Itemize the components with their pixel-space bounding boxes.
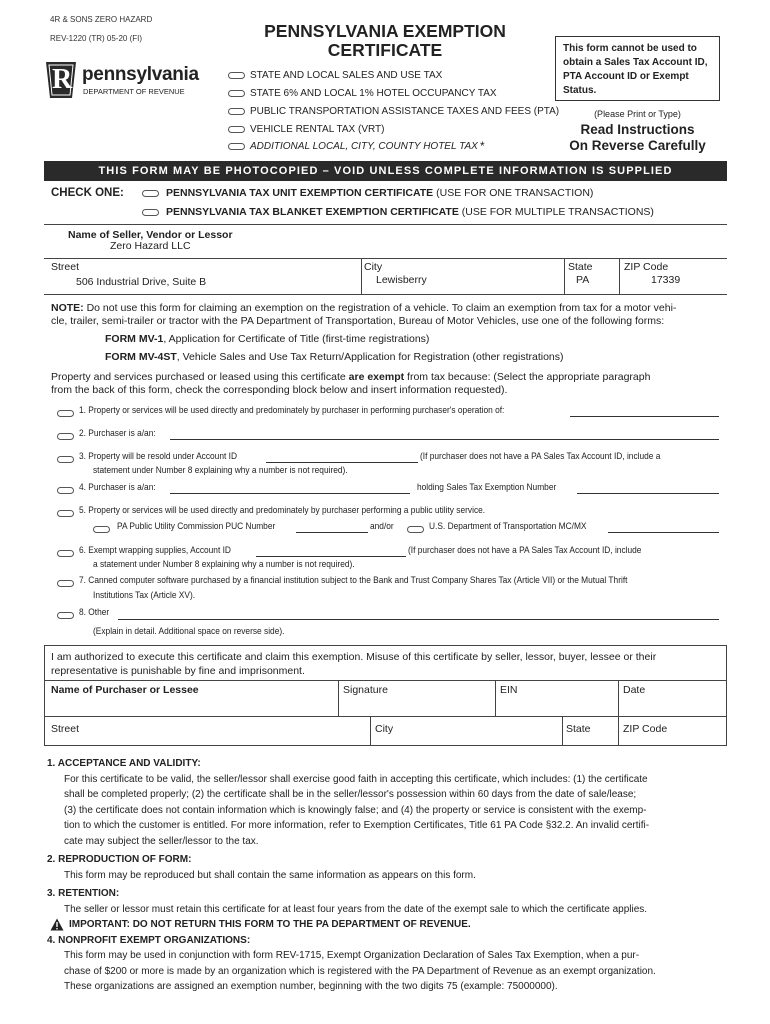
form-code: REV-1220 (TR) 05-20 (FI): [50, 34, 143, 43]
pennsylvania-logo: [44, 60, 224, 102]
property-line-1a: Property and services purchased or leased using this certificate: [51, 371, 346, 383]
divider: [564, 258, 565, 294]
and-or-label: and/or: [370, 521, 394, 532]
reason-8: 8. Other: [79, 607, 110, 618]
purchaser-state-label: State: [566, 723, 591, 735]
note-line-1: Do not use this form for claiming an exemption on the registration of a vehicle. To claim an exemption from tax for a motor vehi-: [86, 302, 677, 314]
seller-street-value[interactable]: 506 Industrial Drive, Suite B: [76, 276, 207, 288]
purchaser-city-label: City: [375, 723, 394, 735]
form-mv4st-desc: , Vehicle Sales and Use Tax Return/Application for Registration (other registrations): [176, 351, 564, 363]
reason-2: 2. Purchaser is a/an:: [79, 428, 156, 439]
instruction-4-title: 4. NONPROFIT EXEMPT ORGANIZATIONS:: [47, 934, 251, 946]
instruction-2-title: 2. REPRODUCTION OF FORM:: [47, 854, 192, 865]
seller-zip-label: ZIP Code: [624, 261, 669, 273]
print-note: (Please Print or Type): [594, 109, 681, 119]
tax-type-checkbox-vrt[interactable]: [228, 126, 245, 133]
title-line-2: CERTIFICATE: [327, 40, 443, 60]
reason-4-field[interactable]: [170, 493, 410, 494]
instruction-3-title: 3. RETENTION:: [47, 888, 120, 899]
photocopy-banner: THIS FORM MAY BE PHOTOCOPIED – VOID UNLESS COMPLETE INFORMATION IS SUPPLIED: [44, 161, 727, 181]
reason-3-note-2: statement under Number 8 explaining why a number is not required).: [93, 465, 348, 476]
blanket-certificate-option: [166, 206, 654, 218]
divider: [338, 680, 339, 716]
seller-city-value[interactable]: Lewisberry: [376, 274, 427, 286]
property-line-2: from the back of this form, check the corresponding block below and insert information requested).: [51, 384, 508, 396]
purchaser-name-label: Name of Purchaser or Lessee: [51, 684, 199, 696]
reason-7: 7. Canned computer software purchased by a financial institution subject to the Bank and Trust Company Shares Tax (Article VII) or the Mutual Thrift: [79, 575, 628, 586]
form-mv1-desc: , Application for Certificate of Title (first-time registrations): [163, 333, 430, 345]
puc-checkbox[interactable]: [93, 526, 110, 533]
title-line-1: PENNSYLVANIA EXEMPTION: [264, 21, 506, 41]
reason-6: 6. Exempt wrapping supplies, Account ID: [79, 545, 231, 556]
read-instructions-line-2: On Reverse Carefully: [569, 138, 706, 153]
reason-3-checkbox[interactable]: [57, 456, 74, 463]
page-title: [240, 22, 530, 60]
tax-type-label: STATE 6% AND LOCAL 1% HOTEL OCCUPANCY TAX: [250, 88, 497, 99]
logo-name: pennsylvania: [82, 64, 199, 85]
attestation-line-2: representative is punishable by fine and imprisonment.: [51, 665, 305, 677]
reason-4-exemption-field[interactable]: [577, 493, 719, 494]
read-instructions: [540, 122, 735, 154]
divider: [495, 680, 496, 716]
divider: [44, 258, 727, 259]
check-one-label: CHECK ONE:: [51, 187, 124, 199]
reason-5: 5. Property or services will be used directly and predominately by purchaser performing a public utility service.: [79, 505, 486, 516]
reason-1-field[interactable]: [570, 416, 719, 417]
property-line-1c: from tax because: (Select the appropriate paragraph: [407, 371, 651, 383]
reason-6-checkbox[interactable]: [57, 550, 74, 557]
asterisk-mark: *: [480, 139, 485, 153]
reason-8-note: (Explain in detail. Additional space on reverse side).: [93, 626, 285, 637]
purchaser-zip-label: ZIP Code: [623, 723, 668, 735]
tax-type-label: PUBLIC TRANSPORTATION ASSISTANCE TAXES AND FEES (PTA): [250, 106, 560, 117]
instruction-4-line: This form may be used in conjunction with form REV-1715, Exempt Organization Declaration of Sales Tax Exemption, when a pur-: [64, 950, 640, 961]
form-mv4st: [105, 351, 564, 363]
reason-2-field[interactable]: [170, 439, 719, 440]
note-line-2: cle, trailer, semi-trailer or tractor with the PA Department of Transportation, Bureau of Motor Vehicles, use one of the following forms:: [51, 315, 665, 327]
reason-8-checkbox[interactable]: [57, 612, 74, 619]
form-mv1: [105, 333, 429, 345]
reason-7-checkbox[interactable]: [57, 580, 74, 587]
reason-3-note: (If purchaser does not have a PA Sales Tax Account ID, include a: [420, 451, 661, 462]
reason-8-field[interactable]: [118, 619, 719, 620]
seller-zip-value[interactable]: 17339: [651, 274, 681, 286]
divider: [44, 294, 727, 295]
divider: [619, 258, 620, 294]
reason-4-checkbox[interactable]: [57, 487, 74, 494]
note-text: [51, 302, 676, 328]
instruction-4-line: These organizations are assigned an exemption number, beginning with the two digits 75 (example: 75000000).: [64, 981, 558, 992]
reason-6-note-2: a statement under Number 8 explaining why a number is not required).: [93, 559, 355, 570]
property-statement: [51, 371, 650, 397]
usdot-checkbox[interactable]: [407, 526, 424, 533]
instruction-1-line: shall be completed properly; (2) the certificate shall be in the seller/lessor's possession within 60 days from the date of sale/lease;: [64, 789, 637, 800]
date-label: Date: [623, 684, 646, 696]
instruction-1-line: tion to which the customer is entitled. For more information, refer to Exemption Certificates, Title 61 PA Code §32.2. An invalid certifi-: [64, 820, 650, 831]
puc-number-field[interactable]: [296, 532, 368, 533]
tax-type-label: ADDITIONAL LOCAL, CITY, COUNTY HOTEL TAX: [250, 141, 478, 152]
instruction-2-line: This form may be reproduced but shall contain the same information as appears on this form.: [64, 869, 476, 881]
tax-type-label: VEHICLE RENTAL TAX (VRT): [250, 124, 385, 135]
tax-type-checkbox-local-hotel[interactable]: [228, 143, 245, 150]
warning-icon: [50, 918, 64, 931]
unit-certificate-note: (USE FOR ONE TRANSACTION): [436, 187, 594, 199]
usdot-label: U.S. Department of Transportation MC/MX: [429, 521, 587, 532]
instruction-4-line: chase of $200 or more is made by an organization which is registered with the PA Department of Revenue as an exempt organization.: [64, 965, 656, 977]
instruction-3-line: The seller or lessor must retain this certificate for at least four years from the date of the exempt sale to which the certificate applies.: [64, 903, 648, 915]
usdot-number-field[interactable]: [608, 532, 719, 533]
form-mv1-code: FORM MV-1: [105, 333, 164, 345]
instruction-1-line: cate may subject the seller/lessor to the tax.: [64, 835, 259, 847]
divider: [370, 716, 371, 746]
logo-letter: R: [52, 64, 73, 95]
attestation-text: [51, 650, 656, 678]
blanket-certificate-checkbox[interactable]: [142, 209, 159, 216]
seller-state-value[interactable]: PA: [576, 274, 590, 286]
notice-box: This form cannot be used to obtain a Sales Tax Account ID, PTA Account ID or Exempt Status.: [555, 36, 720, 101]
unit-certificate-option: [166, 187, 593, 199]
divider: [618, 680, 619, 716]
important-text: IMPORTANT: DO NOT RETURN THIS FORM TO THE PA DEPARTMENT OF REVENUE.: [69, 919, 471, 930]
reason-6-account-field[interactable]: [256, 556, 406, 557]
divider: [44, 224, 727, 225]
instruction-1-title: 1. ACCEPTANCE AND VALIDITY:: [47, 758, 201, 769]
instruction-1-line: For this certificate to be valid, the seller/lessor shall exercise good faith in accepting this certificate, which includes: (1) the certificate: [64, 773, 648, 785]
note-label: NOTE:: [51, 302, 84, 314]
reason-1-checkbox[interactable]: [57, 410, 74, 417]
signature-label: Signature: [343, 684, 388, 696]
unit-certificate-title: PENNSYLVANIA TAX UNIT EXEMPTION CERTIFICATE: [166, 187, 434, 199]
blanket-certificate-title: PENNSYLVANIA TAX BLANKET EXEMPTION CERTIFICATE: [166, 206, 459, 218]
instructions: [47, 756, 727, 995]
blanket-certificate-note: (USE FOR MULTIPLE TRANSACTIONS): [461, 206, 654, 218]
divider: [361, 258, 362, 294]
divider: [44, 716, 727, 717]
seller-name-value[interactable]: Zero Hazard LLC: [110, 240, 191, 252]
tax-type-label: STATE AND LOCAL SALES AND USE TAX: [250, 70, 443, 81]
reason-3: 3. Property will be resold under Account ID: [79, 451, 238, 462]
instruction-1-line: (3) the certificate does not contain information which is knowingly false; and (4) the property or service is consistent with the exemp-: [64, 804, 647, 816]
divider: [44, 680, 727, 681]
seller-state-label: State: [568, 261, 593, 273]
puc-label: PA Public Utility Commission PUC Number: [117, 521, 276, 532]
seller-name-label: Name of Seller, Vendor or Lessor: [68, 229, 233, 241]
important-notice: [47, 917, 727, 933]
reason-6-note: (If purchaser does not have a PA Sales Tax Account ID, include: [408, 545, 642, 556]
ein-label: EIN: [500, 684, 518, 696]
read-instructions-line-1: Read Instructions: [580, 122, 695, 137]
form-mv4st-code: FORM MV-4ST: [105, 351, 177, 363]
company-name: 4R & SONS ZERO HAZARD: [50, 15, 153, 24]
tax-type-checkbox-hotel[interactable]: [228, 90, 245, 97]
seller-city-label: City: [364, 261, 383, 273]
divider: [618, 716, 619, 746]
reason-3-account-field[interactable]: [266, 462, 418, 463]
seller-street-label: Street: [51, 261, 80, 273]
purchaser-street-label: Street: [51, 723, 80, 735]
divider: [562, 716, 563, 746]
property-exempt: are exempt: [348, 371, 405, 383]
reason-4: 4. Purchaser is a/an:: [79, 482, 156, 493]
reason-4-note: holding Sales Tax Exemption Number: [417, 482, 557, 493]
tax-type-checkbox-sales[interactable]: [228, 72, 245, 79]
reason-1: 1. Property or services will be used directly and predominately by purchaser in performing purchaser's operation of:: [79, 405, 505, 416]
reason-5-checkbox[interactable]: [57, 510, 74, 517]
reason-2-checkbox[interactable]: [57, 433, 74, 440]
attestation-line-1: I am authorized to execute this certificate and claim this exemption. Misuse of this certificate by seller, lessor, buyer, lessee or their: [51, 651, 657, 663]
reason-7-note: Institutions Tax (Article XV).: [93, 590, 196, 601]
tax-type-checkbox-pta[interactable]: [228, 108, 245, 115]
logo-dept: DEPARTMENT OF REVENUE: [83, 87, 185, 96]
unit-certificate-checkbox[interactable]: [142, 190, 159, 197]
